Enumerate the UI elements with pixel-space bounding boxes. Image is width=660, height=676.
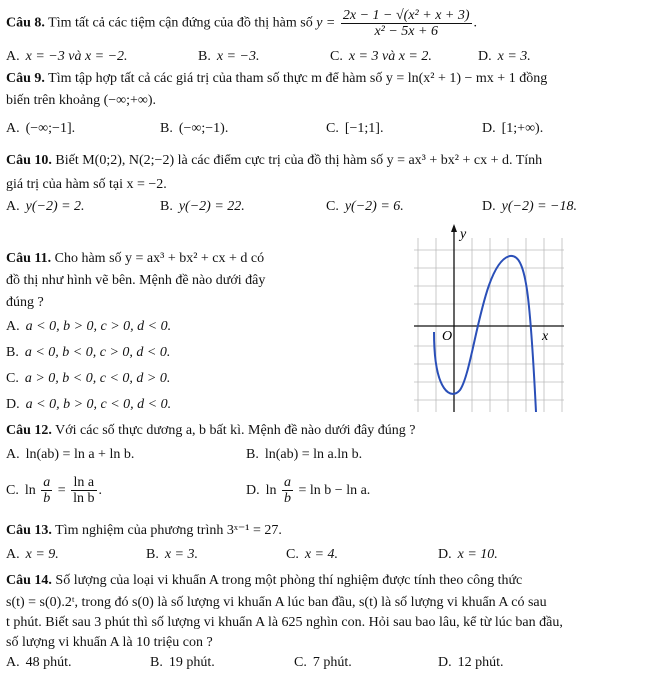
q9-option-b[interactable] bbox=[160, 120, 228, 138]
q8-value-d: x = 3. bbox=[497, 49, 531, 64]
q13-value-c: x = 4. bbox=[304, 547, 339, 562]
q10-value-a: y(−2) = 2. bbox=[25, 199, 85, 214]
q11-cubic-graph bbox=[414, 222, 564, 412]
q8-fn-lhs: y = bbox=[316, 15, 336, 31]
q8-text: Tìm tất cả các tiệm cận đứng của đồ thị hàm số bbox=[48, 15, 313, 31]
q12-label-b: B. bbox=[246, 447, 259, 462]
q14-value-a: 48 phút. bbox=[25, 655, 72, 670]
q14-text4: số lượng vi khuẩn A là 10 triệu con ? bbox=[6, 635, 213, 650]
q12-d-ln: ln bbox=[265, 483, 277, 498]
q13-label-c: C. bbox=[286, 547, 299, 562]
q12-option-b[interactable] bbox=[246, 446, 362, 464]
q14-label-d: D. bbox=[438, 655, 452, 670]
q12-option-a[interactable] bbox=[6, 446, 134, 464]
q12-label-c: C. bbox=[6, 483, 19, 498]
q10-label-b: B. bbox=[160, 199, 173, 214]
q11-value-d: a < 0, b > 0, c < 0, d < 0. bbox=[25, 397, 172, 412]
q13-text: Tìm nghiệm của phương trình 3ˣ⁻¹ = 27. bbox=[55, 523, 282, 538]
q12-c-num: a bbox=[43, 475, 51, 491]
q14-text3: t phút. Biết sau 3 phút thì số lượng vi khuẩn A là 625 nghìn con. Hỏi sau bao lâu, kể từ lúc ban đầu, bbox=[6, 615, 563, 630]
q11-label-b: B. bbox=[6, 345, 19, 360]
q8-value-a: x = −3 và x = −2. bbox=[25, 49, 128, 64]
q10-label-d: D. bbox=[482, 199, 496, 214]
q10-stem-line1 bbox=[6, 152, 542, 170]
q8-value-c: x = 3 và x = 2. bbox=[348, 49, 432, 64]
q14-head: Câu 14. bbox=[6, 573, 52, 588]
q9-text1: Tìm tập hợp tất cả các giá trị của tham số thực m để hàm số y = ln(x² + 1) − mx + 1 đồng bbox=[48, 71, 548, 86]
origin-label: O bbox=[442, 329, 453, 344]
q11-option-c[interactable] bbox=[6, 370, 170, 388]
q14-text2: s(t) = s(0).2ᵗ, trong đó s(0) là số lượng vi khuẩn A lúc ban đầu, s(t) là số lượng vi khuẩn A có sau bbox=[6, 595, 547, 610]
q14-value-d: 12 phút. bbox=[457, 655, 504, 670]
q11-value-c: a > 0, b < 0, c < 0, d > 0. bbox=[24, 371, 171, 386]
q10-value-b: y(−2) = 22. bbox=[178, 199, 245, 214]
q13-value-a: x = 9. bbox=[25, 547, 59, 562]
q8-label-b: B. bbox=[198, 49, 211, 64]
q9-value-b: (−∞;−1). bbox=[178, 121, 229, 136]
q13-option-a[interactable] bbox=[6, 546, 59, 564]
q11-head: Câu 11. bbox=[6, 251, 52, 266]
q8-fraction bbox=[341, 8, 472, 39]
q10-label-c: C. bbox=[326, 199, 339, 214]
q13-option-d[interactable] bbox=[438, 546, 498, 564]
q12-label-d: D. bbox=[246, 483, 260, 498]
q9-head: Câu 9. bbox=[6, 71, 45, 86]
q14-value-b: 19 phút. bbox=[168, 655, 215, 670]
q12-value-b: ln(ab) = ln a.ln b. bbox=[264, 447, 363, 462]
q8-tail: . bbox=[473, 15, 478, 31]
q14-value-c: 7 phút. bbox=[312, 655, 352, 670]
q9-value-c: [−1;1]. bbox=[344, 121, 384, 136]
q13-value-d: x = 10. bbox=[457, 547, 498, 562]
q12-c-ln: ln bbox=[24, 483, 36, 498]
y-axis-label: y bbox=[460, 227, 467, 242]
q11-label-a: A. bbox=[6, 319, 20, 334]
q9-label-b: B. bbox=[160, 121, 173, 136]
q11-value-a: a < 0, b > 0, c > 0, d < 0. bbox=[25, 319, 172, 334]
q11-option-b[interactable] bbox=[6, 344, 170, 362]
q14-text1: Số lượng của loại vi khuẩn A trong một phòng thí nghiệm được tính theo công thức bbox=[55, 573, 523, 588]
q10-value-c: y(−2) = 6. bbox=[344, 199, 404, 214]
q9-label-c: C. bbox=[326, 121, 339, 136]
q11-label-d: D. bbox=[6, 397, 20, 412]
q14-option-d[interactable] bbox=[438, 654, 504, 672]
q12-c-den2: ln b bbox=[73, 491, 95, 507]
q12-c-fraction-left bbox=[41, 475, 52, 506]
q12-d-num: a bbox=[284, 475, 292, 491]
q8-value-b: x = −3. bbox=[216, 49, 260, 64]
q8-label-c: C. bbox=[330, 49, 343, 64]
q10-text2: giá trị của hàm số tại x = −2. bbox=[6, 177, 167, 192]
q11-option-d[interactable] bbox=[6, 396, 171, 414]
q8-option-b[interactable] bbox=[198, 48, 259, 66]
q9-option-d[interactable] bbox=[482, 120, 543, 138]
q8-label-d: D. bbox=[478, 49, 492, 64]
q13-option-c[interactable] bbox=[286, 546, 338, 564]
q13-label-d: D. bbox=[438, 547, 452, 562]
q13-option-b[interactable] bbox=[146, 546, 198, 564]
q13-label-b: B. bbox=[146, 547, 159, 562]
q9-text2: biến trên khoảng (−∞;+∞). bbox=[6, 93, 157, 108]
q11-text1: Cho hàm số y = ax³ + bx² + cx + d có bbox=[54, 251, 265, 266]
q12-label-a: A. bbox=[6, 447, 20, 462]
q12-head: Câu 12. bbox=[6, 423, 52, 438]
q12-c-den: b bbox=[43, 491, 51, 507]
q12-d-den: b bbox=[284, 491, 292, 507]
q9-option-c[interactable] bbox=[326, 120, 383, 138]
q13-label-a: A. bbox=[6, 547, 20, 562]
q12-d-tail: = ln b − ln a. bbox=[298, 483, 371, 498]
q14-option-a[interactable] bbox=[6, 654, 72, 672]
q8-option-a[interactable] bbox=[6, 48, 128, 66]
q13-head: Câu 13. bbox=[6, 523, 52, 538]
q13-stem bbox=[6, 522, 282, 540]
q9-value-a: (−∞;−1]. bbox=[25, 121, 76, 136]
q12-value-a: ln(ab) = ln a + ln b. bbox=[25, 447, 135, 462]
q10-head: Câu 10. bbox=[6, 153, 52, 168]
q12-option-d[interactable] bbox=[246, 474, 370, 508]
q12-c-eq: = bbox=[57, 483, 66, 498]
q9-value-d: [1;+∞). bbox=[501, 121, 544, 136]
q9-stem-line1 bbox=[6, 70, 547, 88]
q9-option-a[interactable] bbox=[6, 120, 75, 138]
q8-option-c[interactable] bbox=[330, 48, 432, 66]
y-axis-arrow-icon bbox=[451, 224, 457, 232]
q10-text1: Biết M(0;2), N(2;−2) là các điểm cực trị của đồ thị hàm số y = ax³ + bx² + cx + d. Tính bbox=[55, 153, 543, 168]
q8-denominator: x² − 5x + 6 bbox=[374, 24, 438, 39]
q8-stem bbox=[6, 8, 477, 39]
q9-label-d: D. bbox=[482, 121, 496, 136]
q12-option-c[interactable] bbox=[6, 474, 102, 508]
q8-label-a: A. bbox=[6, 49, 20, 64]
q10-value-d: y(−2) = −18. bbox=[501, 199, 578, 214]
q12-c-fraction-right bbox=[71, 475, 96, 506]
q8-head: Câu 8. bbox=[6, 15, 45, 31]
q12-d-fraction bbox=[282, 475, 293, 506]
q11-text3: đúng ? bbox=[6, 295, 44, 310]
q10-option-d[interactable] bbox=[482, 198, 577, 216]
q8-numerator: 2x − 1 − √(x² + x + 3) bbox=[342, 8, 470, 23]
q12-stem bbox=[6, 422, 415, 440]
q12-text: Với các số thực dương a, b bất kì. Mệnh đề nào dưới đây đúng ? bbox=[55, 423, 416, 438]
q10-label-a: A. bbox=[6, 199, 20, 214]
q11-text2: đồ thị như hình vẽ bên. Mệnh đề nào dưới đây bbox=[6, 273, 266, 288]
graph-grid bbox=[414, 238, 564, 412]
q9-label-a: A. bbox=[6, 121, 20, 136]
q10-option-b[interactable] bbox=[160, 198, 245, 216]
q8-option-d[interactable] bbox=[478, 48, 531, 66]
q14-label-a: A. bbox=[6, 655, 20, 670]
q14-stem-line1 bbox=[6, 572, 522, 590]
q10-option-c[interactable] bbox=[326, 198, 404, 216]
q11-option-a[interactable] bbox=[6, 318, 171, 336]
q11-stem-line1 bbox=[6, 250, 264, 268]
q12-c-tail: . bbox=[98, 483, 103, 498]
q13-value-b: x = 3. bbox=[164, 547, 199, 562]
q12-c-num2: ln a bbox=[71, 475, 96, 491]
q14-option-c[interactable] bbox=[294, 654, 352, 672]
q14-option-b[interactable] bbox=[150, 654, 215, 672]
q11-value-b: a < 0, b < 0, c > 0, d < 0. bbox=[24, 345, 171, 360]
q11-label-c: C. bbox=[6, 371, 19, 386]
q10-option-a[interactable] bbox=[6, 198, 85, 216]
x-axis-label: x bbox=[542, 329, 549, 344]
q14-label-c: C. bbox=[294, 655, 307, 670]
q14-label-b: B. bbox=[150, 655, 163, 670]
